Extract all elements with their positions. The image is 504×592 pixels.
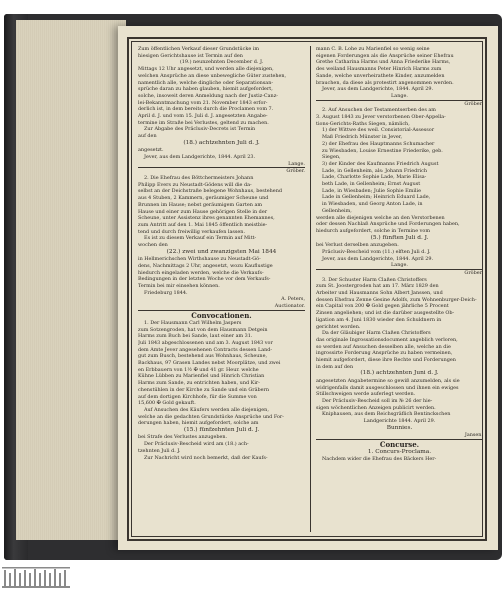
column-divider [310, 46, 311, 532]
text-line: Grethe Catharina Harms und Anna Friederike Harms, [316, 59, 451, 66]
text-line: Zur Nachricht wird noch bemerkt, daß der Kaufs- [144, 454, 268, 461]
text-line: Lade, in Gellenheim, als: Johann Friedrich [322, 167, 428, 174]
text-line: Nachdem wider die Ehefrau des Bäckers Her- [322, 456, 437, 463]
text-line: (18.) achtzehnten Juni d. J. [360, 370, 439, 377]
text-line: hiedurch aufgefordert, solche in Termine vom [316, 227, 430, 234]
text-line: Hause und einer zum Hause gehörigen Stelle in der [138, 208, 268, 215]
text-line: ingrossirte Forderung Ansprüche zu haben vermeinen, [316, 350, 453, 357]
text-line: Harms zum Sande, zu entrichten haben, und Kir- [138, 380, 260, 387]
text-line: Juli 1843 abgeschlossenen und am 3. August 1843 vor [138, 339, 273, 346]
text-line: 1. Der Hausmann Carl Wilhelm Jaspers [144, 319, 242, 326]
text-line: bei Verlust derselben anzugeben. [316, 242, 399, 249]
text-line: so werden auf Ansuchen desselben alle, welche an die [316, 343, 451, 350]
text-line: eigenen Forderungen als die Ansprüche seiner Ehefrau [316, 52, 454, 59]
text-line: Gellenheim, [322, 207, 352, 214]
text-line: in dem auf den [316, 363, 354, 370]
text-line: widrigenfalls damit ausgeschlossen und ihnen ein ewiges [316, 384, 459, 391]
text-line: Zum öffentlichen Verkauf dieser Grundstücke im [138, 46, 260, 52]
text-line: wochen den [138, 242, 168, 249]
section-heading: Convocationen. [191, 310, 252, 320]
text-line: Mittags 12 Uhr angesetzt, und werden alle diejenigen, [138, 66, 274, 73]
text-line: Bedingungen in der letzten Woche vor dem Verkaufs- [138, 276, 271, 283]
text-line: Stillschweigen werde auferlegt werden. [316, 391, 416, 398]
text-line: Jever, aus dem Landgerichte, 1844. April 29. [322, 255, 434, 262]
text-line: in Hellmerichschen Wirthshause zu Neustadt-Gö- [138, 256, 261, 263]
text-line: 3. August 1843 zu Jever verstorbenen Ober-Appella- [316, 114, 446, 121]
text-line: solche, insoweit deren Anmeldung nach der Justiz-Canz- [138, 92, 278, 99]
text-line: Harms zum Buch bei Sande, laut einer am 31. [138, 333, 253, 340]
text-line: Lade, in Wiesbaden; Julie Sophie Emilie [322, 187, 421, 194]
text-line: Lange. [288, 160, 305, 167]
page-edges [16, 20, 126, 540]
page-frame-inner [131, 41, 483, 537]
page-frame [127, 37, 487, 541]
library-logo-icon [0, 564, 72, 592]
text-line: chenstühlen in der Kirche zu Sande und ein Gräbern [138, 386, 270, 393]
text-line: Lange. [391, 92, 408, 99]
text-line: dessen Ehefrau Zenne Gesine Adolfs, zum Wohnenburger-Deich- [316, 296, 477, 303]
text-line: Der Präclusiv-Bescheid wird am (18.) ach- [144, 441, 249, 448]
text-line: Lange. [391, 262, 408, 269]
text-line: dem Amte Jever angesehenen Contracts dessen Land- [138, 346, 273, 353]
text-line: aus 4 Stuben, 2 Kammern, geräumiger Scheune und [138, 195, 269, 202]
text-line: Bunnies. [386, 424, 413, 431]
text-line: Präclusiv-Bescheid vom (11.) elften Juli d. J. [322, 248, 431, 255]
text-line: angesetzten Angabetermine so gewiß anzumelden, als sie [316, 377, 460, 384]
text-line: Der Präclusiv-Bescheid soll im № 26 der hie- [322, 397, 433, 404]
text-line: 2. Die Ehefrau des Böttchermeisters Johann [144, 175, 254, 182]
text-line: beth Lade, in Gellenheim; Ernst August [322, 181, 421, 188]
text-line: Philipp Evers zu Neustadt-Gödens will die da- [138, 181, 252, 188]
text-line: auf dem dortigen Kirchhofe, für die Summe von [138, 393, 257, 400]
text-line: welche an die gedachten Grundstücke Ansprüche und For- [138, 413, 284, 420]
text-line: Sande, welche unverheirathete Kinder, anzumelden [316, 72, 445, 79]
right-column [316, 46, 483, 532]
text-line: ein Capital von 200 ✠ Gold gegen jährliche 5 Procent [316, 303, 449, 310]
newspaper-page [118, 26, 498, 550]
text-line: Auf Ansuchen des Käufers werden alle diejenigen, [144, 406, 269, 413]
text-line: Lade, Charlotte Sophie Lade, Marie Elisa- [322, 174, 427, 181]
text-line: lei-Bekanntmachung vom 21. November 1843 erfor- [138, 99, 268, 106]
text-line: 3) der Kinder des Kaufmanns Friedrich August [322, 160, 439, 167]
text-line: Zinsen angeliehen; und ist die darüber ausgestellte Ob- [316, 310, 455, 317]
text-line: tend und durch freiwillig verkaufen lassen. [138, 228, 246, 235]
text-line: tions-Gerichts-Raths Siegen, nämlich, [316, 120, 410, 127]
text-line: hiemit aufgefordert, diese ihre Rechte und Forderungen [316, 357, 456, 364]
text-line: Backhaus, 97 Grasen Landes nebst Moorplätze, und zwei [138, 360, 281, 367]
text-line: en Erbbauern von 1½ ✠ und 41 gr. Heur. welche [138, 366, 259, 373]
text-line: Termin bei mir einsehen können. [138, 283, 220, 290]
text-line: zum Antritt auf den 1. Mai 1845 öffentlich meistbie- [138, 221, 268, 228]
text-line: April d. J. und vom 15. Juli d. J. angesetzten Angabe- [138, 113, 268, 120]
text-line: derlich ist, in dem bereits durch die Proclamen vom 7. [138, 106, 274, 113]
text-line: in Wiesbaden, und Georg Anton Lade, in [322, 201, 423, 208]
text-line: zu Wiesbaden, Louise Ernestine Friederike, geb. [322, 147, 443, 154]
text-line: mann C. B. Lohe zu Marienfiel so wenig seine [316, 46, 430, 52]
text-line: 2. Auf Ansuchen der Testamentserben des am [322, 107, 436, 114]
text-line: Es ist zu diesem Verkauf ein Termin auf Mitt- [144, 235, 257, 242]
text-line: dens, Nachmittags 2 Uhr, angesetzt, wozu Kauflustige [138, 262, 273, 269]
text-line: oder dessen Nachlaß Ansprüche und Forderungen haben, [316, 221, 460, 228]
text-line: Lade in Gellenheim; Heinrich Eduard Lade, [322, 194, 431, 201]
text-line: Friedeburg 1844. [144, 289, 188, 296]
text-line: das originale Ingrossationsdocument angeblich verloren, [316, 336, 458, 343]
text-line: auf den [138, 133, 157, 140]
text-line: zum Sotzengroden, hat von dem Hausmann Detgein [138, 326, 268, 333]
text-line: namentlich alle, welche dingliche oder Separationsan- [138, 79, 274, 86]
text-line: ligation am 4. Juni 1830 wieder den Schuldnern in [316, 316, 442, 323]
text-line: 1) der Wittwe des weil. Consistorial-Assessor [322, 127, 435, 134]
text-line: Da der Gläubiger Harm Claßen Christoffers [322, 330, 431, 337]
text-line: sprüche daran zu haben glauben, hiemit aufgefordert, [138, 86, 273, 93]
text-line: 15,600 ✠ Gold gekauft. [138, 400, 196, 407]
text-line: Zur Abgabe des Präclusiv-Decrets ist Termin [144, 126, 256, 133]
text-line: sigen wöchentlichen Anzeigen publicirt werden. [316, 404, 436, 411]
text-line: Siegen, [322, 154, 341, 161]
text-line: Arbeiter und Hausmanns Sohn Albert Janssen, und [316, 290, 443, 297]
text-line: gut zum Busch, bestehend aus Wohnhaus, Scheune, [138, 353, 268, 360]
text-line: Brunnen im Hause; nebst geräumigem Garten am [138, 201, 263, 208]
text-line: Kühne Lübben zu Marienfiel und Hinrich Christian [138, 373, 265, 380]
text-line: Jever, aus dem Landgerichte, 1844. April 23. [144, 153, 256, 160]
text-line: Landgerichte 1844. April 29. [363, 418, 436, 425]
text-line: (19.) neunzehnten December d. J. [179, 59, 264, 66]
text-line: (22.) zwei und zwanzigsten Mai 1844 [166, 248, 277, 255]
text-line: brauchen, da diese als protestirt angenommen werden. [316, 79, 454, 86]
text-line: Scheune, unter Assistenz ihres genannten Ehemannes, [138, 215, 275, 222]
text-line: angesetzt. [138, 147, 164, 154]
text-line: Auctionator. [274, 303, 305, 310]
text-line: tzehnten Juli d. J. [138, 447, 181, 454]
text-line: selbst an der Deichstraße belegene Wohnhaus, bestehend [138, 188, 282, 195]
text-line: 3. Der Schuster Harm Claßen Christoffers [322, 276, 427, 283]
text-line: 2) der Ehefrau des Hauptmanns Schumacher [322, 140, 435, 147]
text-line: Gröber. [464, 100, 483, 107]
text-line: gerichtet worden. [316, 323, 361, 330]
text-line: werden alle diejenigen welche an den Verstorbenen [316, 214, 445, 221]
text-line: des weiland Hausmanns Peter Hinrich Harms zum [316, 66, 442, 73]
text-line: 1. Concurs-Proclama. [367, 448, 432, 455]
text-line: bei Strafe des Verlustes anzugeben. [138, 434, 228, 441]
text-line: zum St. Joostergroden hat am 17. März 1829 den [316, 283, 439, 290]
text-line: Maß Friedrich Münster in Jever, [322, 134, 403, 141]
text-line: Gröber. [286, 168, 305, 175]
text-line: (15.) fünfzehnten Juli d. J. [183, 427, 260, 434]
text-line: A. Peters, [281, 296, 305, 303]
text-line: (18.) achtzehnten Juli d. J. [183, 139, 260, 146]
text-line: Jansen. [464, 432, 483, 439]
text-line: Jever, aus dem Landgerichte, 1844. April 29. [322, 86, 434, 93]
text-line: hiedurch eingeladen werden, welche die Verkaufs- [138, 269, 264, 276]
text-line: Gröber. [464, 269, 483, 276]
left-column [138, 46, 305, 532]
text-line: derungen haben, hiemit aufgefordert, solche am [138, 420, 259, 427]
section-heading: Concurse. [379, 439, 420, 449]
text-line: (5.) fünften Juli d. J. [370, 234, 429, 241]
text-line: hiesigen Gerichtshause ist Termin auf den [138, 52, 243, 59]
text-line: termine im Straße bei Verlustes, geltend zu machen. [138, 119, 269, 126]
text-line: Kniphausen, aus dem Reichsgräflich Bentinckschen [322, 411, 451, 418]
text-line: welchen Ansprüche an diese unbewegliche Güter zustehen, [138, 72, 287, 79]
